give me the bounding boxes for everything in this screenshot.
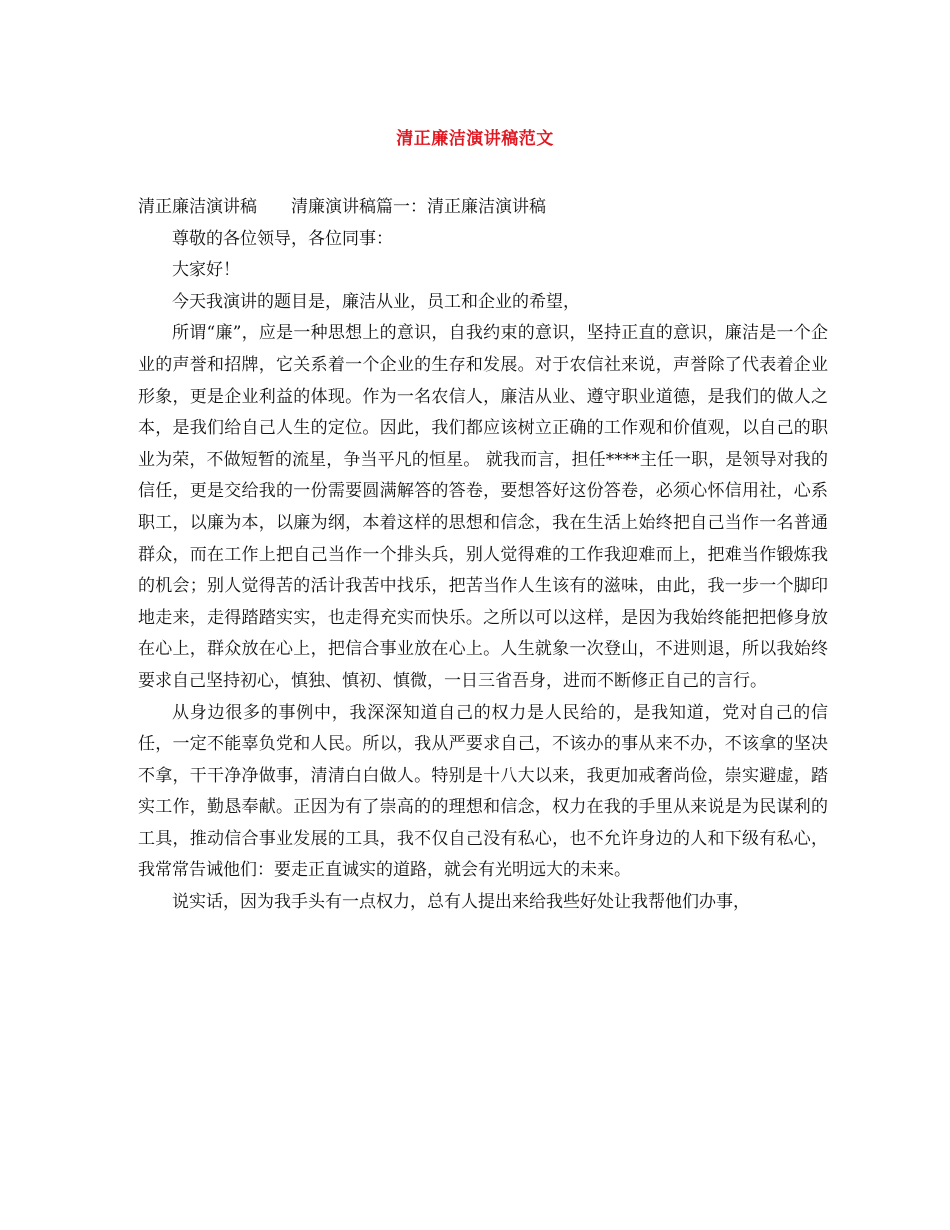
paragraph-salutation: 尊敬的各位领导，各位同事：	[172, 228, 393, 249]
paragraph-integrity: 所谓“廉”，应是一种思想上的意识，自我约束的意识，坚持正直的意识，廉洁是一个企业的声誉和招牌，它关系着一个企业的生存和发展。对于农信社来说，声誉除了代表着企业形象，更是企业利益的体现。作为一名农信人，廉洁从业、遵守职业道德，是我们的做人之本，是我们给自己人生的定位。因此，我们都应该树立正确的工作观和价值观，以自己的职业为荣，不做短暂的流星，争当平凡的恒星。 就我而言，担任****主任一职，是领导对我的信任，更是交给我的一份需要圆满解答的答卷，要想答好这份答卷，必须心怀信用社，心系职工，以廉为本，以廉为纲，本着这样的思想和信念，我在生活上始终把自己当作一名普通群众，而在工作上把自己当作一个排头兵，别人觉得难的工作我迎难而上，把难当作锻炼我的机会；别人觉得苦的活计我苦中找乐，把苦当作人生该有的滋味，由此，我一步一个脚印地走来，走得踏踏实实，也走得充实而快乐。之所以可以这样，是因为我始终能把把修身放在心上，群众放在心上，把信合事业放在心上。人生就象一次登山，不进则退，所以我始终要求自己坚持初心，慎独、慎初、慎微，一日三省吾身，进而不断修正自己的言行。	[138, 323, 828, 691]
document-heading	[138, 192, 828, 224]
paragraph-topic: 今天我演讲的题目是，廉洁从业，员工和企业的希望，	[172, 291, 580, 312]
paragraph-truth: 说实话，因为我手头有一点权力，总有人提出来给我些好处让我帮他们办事，	[172, 892, 750, 913]
paragraph-power: 从身边很多的事例中，我深深知道自己的权力是人民给的，是我知道，党对自己的信任，一定不能辜负党和人民。所以，我从严要求自己，不该办的事从来不办，不该拿的坚决不拿，干干净净做事，清清白白做人。特别是十八大以来，我更加戒奢尚俭，崇实避虚，踏实工作，勤恳奉献。正因为有了崇高的的理想和信念，权力在我的手里从来说是为民谋利的工具，推动信合事业发展的工具，我不仅自己没有私心，也不允许身边的人和下级有私心，我常常告诫他们：要走正直诚实的道路，就会有光明远大的未来。	[138, 702, 828, 881]
paragraph-greeting: 大家好！	[172, 260, 240, 281]
document-title: 清正廉洁演讲稿范文	[396, 129, 554, 149]
document-body	[138, 192, 828, 919]
heading-right: 清廉演讲稿篇一：清正廉洁演讲稿	[291, 197, 546, 217]
heading-left: 清正廉洁演讲稿	[138, 197, 257, 217]
